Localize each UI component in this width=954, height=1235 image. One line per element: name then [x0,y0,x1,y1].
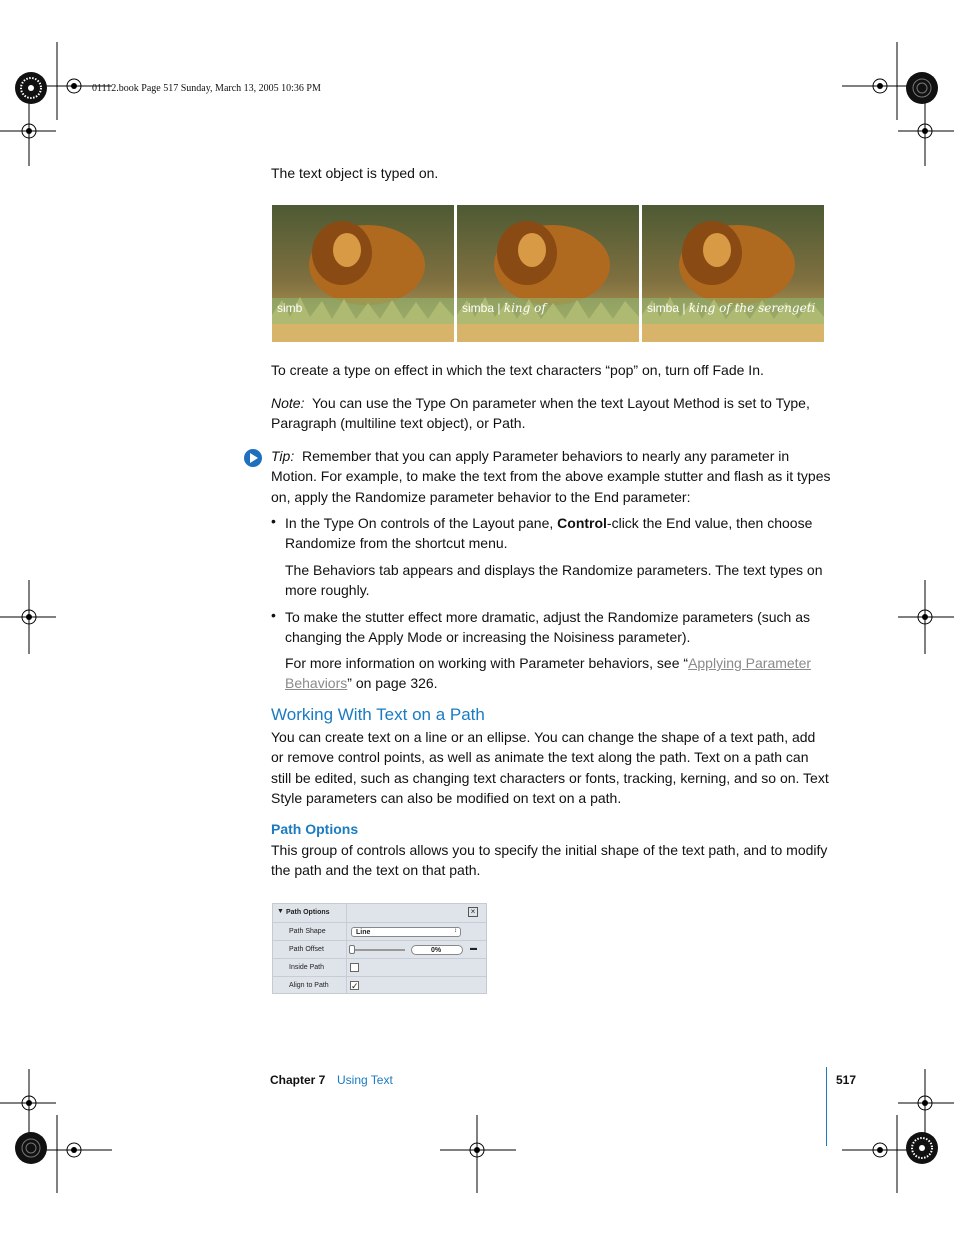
tip-label: Tip: [271,448,295,464]
checkmark-icon: ✓ [351,981,359,991]
path-options-panel [272,903,487,994]
bullet-text: In the Type On controls of the Layout pane, [285,515,558,531]
section-heading: Working With Text on a Path [271,705,485,724]
disclosure-triangle-icon[interactable]: ▼ [277,908,284,915]
caption-script: king of [503,301,546,315]
path-offset-label: Path Offset [289,946,324,953]
note-label: Note: [271,395,305,411]
bullet-follow-paragraph: The Behaviors tab appears and displays the Randomize parameters. The text types on more roughly. [285,562,823,599]
popup-arrows-icon: ↕ [454,928,457,934]
path-offset-value: 0% [431,947,442,954]
keyframe-icon[interactable]: ▬ [470,945,477,952]
align-to-path-label: Align to Path [289,982,329,989]
key-name: Control [557,515,607,531]
panel-title: Path Options [286,909,330,916]
path-offset-slider[interactable] [351,949,405,951]
cross-reference-link[interactable]: Applying Parameter Behaviors [285,655,812,692]
caption-text [277,301,302,315]
subsection-heading: Path Options [271,821,359,837]
path-shape-label: Path Shape [289,928,326,935]
caption-plain: simba | [462,301,504,315]
bullet-follow-paragraph [285,653,831,694]
tip-paragraph [271,446,831,507]
inside-path-label: Inside Path [289,964,325,971]
bullet-marker: • [271,513,276,529]
print-header: 01112.book Page 517 Sunday, March 13, 2005 10:36 PM [92,83,321,94]
path-shape-value: Line [356,929,371,936]
bullet-text: ” on page 326. [347,675,438,692]
figure-frame-3 [642,205,824,342]
section-paragraph: You can create text on a line or an ellipse. You can change the shape of a text path, add or remove control points, as well as animate the text along the path. Text on a path can still be edited, such as changing text characters or fonts, tracking, kerning, and so on. Text Style parameters can also be modified on text on a path. [271,729,829,806]
path-offset-value-field[interactable] [411,945,463,955]
caption-plain: simba | [647,301,689,315]
tip-text: Remember that you can apply Parameter behaviors to nearly any parameter in Motion. For example, to make the text from the above example stutter and flash as it types on, apply the Randomize parameter behavior to the End parameter: [271,448,831,505]
footer-chapter: Chapter 7 [270,1073,326,1087]
page-number: 517 [836,1073,857,1087]
pop-paragraph: To create a type on effect in which the text characters “pop” on, turn off Fade In. [271,362,764,378]
inside-path-checkbox[interactable] [350,963,359,972]
bullet-text: -click the End value, then choose Randomize from the shortcut menu. [285,515,813,552]
path-shape-row [273,922,486,941]
tip-arrow-icon [244,449,262,467]
path-offset-row [273,940,486,959]
footer-chapter-title: Using Text [337,1073,393,1087]
figure-frame-1 [272,205,454,342]
caption-text [647,301,815,315]
align-to-path-checkbox[interactable] [350,981,359,990]
note-text: You can use the Type On parameter when the text Layout Method is set to Type, Paragraph (multiline text object), or Path. [271,395,810,432]
bullet-item: To make the stutter effect more dramatic, adjust the Randomize parameters (such as changing the Apply Mode or increasing the Noisiness parameter). [285,609,810,646]
caption-script: king of the serengeti [688,301,816,315]
caption-text [462,301,546,315]
bullet-item [285,513,831,554]
inside-path-row [273,958,486,977]
bullet-marker: • [271,607,276,623]
reset-icon[interactable]: × [468,907,478,917]
intro-line: The text object is typed on. [271,165,439,181]
caption-plain: simb [277,301,303,315]
subsection-paragraph: This group of controls allows you to specify the initial shape of the text path, and to modify the path and the text on that path. [271,842,828,879]
note-paragraph [271,393,831,434]
path-shape-popup[interactable] [351,927,461,937]
footer-rule [826,1067,827,1146]
slider-thumb[interactable] [349,945,355,954]
bullet-text: For more information on working with Parameter behaviors, see “ [285,655,689,671]
align-to-path-row [273,976,486,995]
figure-frame-2 [457,205,639,342]
